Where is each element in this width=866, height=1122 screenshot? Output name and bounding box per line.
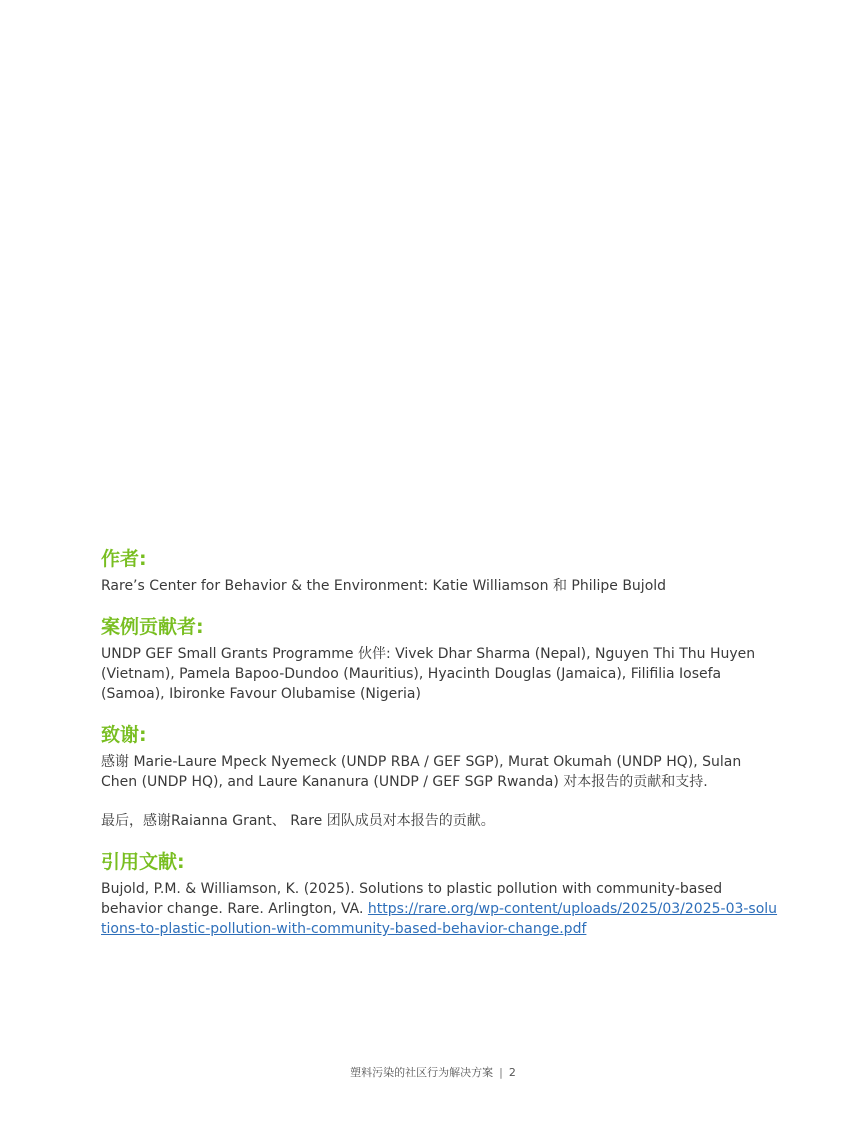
citation-link[interactable]: https://rare.org/wp-content/uploads/2025/03/2025-03-solutions-to-plastic-pollution-with-community-based-behavior-change.pdf	[101, 901, 778, 937]
page-number: 2	[508, 1066, 516, 1079]
acknowledgements-paragraph-2: 最后，感谢Raianna Grant、 Rare 团队成员对本报告的贡献。	[101, 813, 495, 829]
authors-heading: 作者:	[101, 548, 147, 570]
credits-section	[101, 546, 781, 939]
authors-text: Rare’s Center for Behavior & the Environment: Katie Williamson 和 Philipe Bujold	[101, 578, 667, 594]
acknowledgements-paragraph-1: 感谢 Marie-Laure Mpeck Nyemeck (UNDP RBA / GEF SGP), Murat Okumah (UNDP HQ), Sulan Chen (UNDP HQ), and Laure Kananura (UNDP / GEF SGP Rwanda) 对本报告的贡献和支持.	[101, 754, 742, 790]
footer-separator: |	[499, 1066, 503, 1079]
footer-title: 塑料污染的社区行为解决方案	[350, 1066, 494, 1079]
case-contributors-text: UNDP GEF Small Grants Programme 伙伴: Vivek Dhar Sharma (Nepal), Nguyen Thi Thu Huyen (Vietnam), Pamela Bapoo-Dundoo (Mauritius), Hyacinth Douglas (Jamaica), Filifilia Iosefa (Samoa), Ibironke Favour Olubamise (Nigeria)	[101, 646, 756, 702]
citation-text	[101, 879, 781, 939]
case-contributors-heading: 案例贡献者:	[101, 616, 204, 638]
page-footer	[0, 1065, 866, 1081]
acknowledgements-heading: 致谢:	[101, 724, 147, 746]
citation-heading: 引用文献:	[101, 851, 185, 873]
citation-body: Bujold, P.M. & Williamson, K. (2025). Solutions to plastic pollution with community-based behavior change. Rare. Arlington, VA.	[101, 881, 723, 917]
